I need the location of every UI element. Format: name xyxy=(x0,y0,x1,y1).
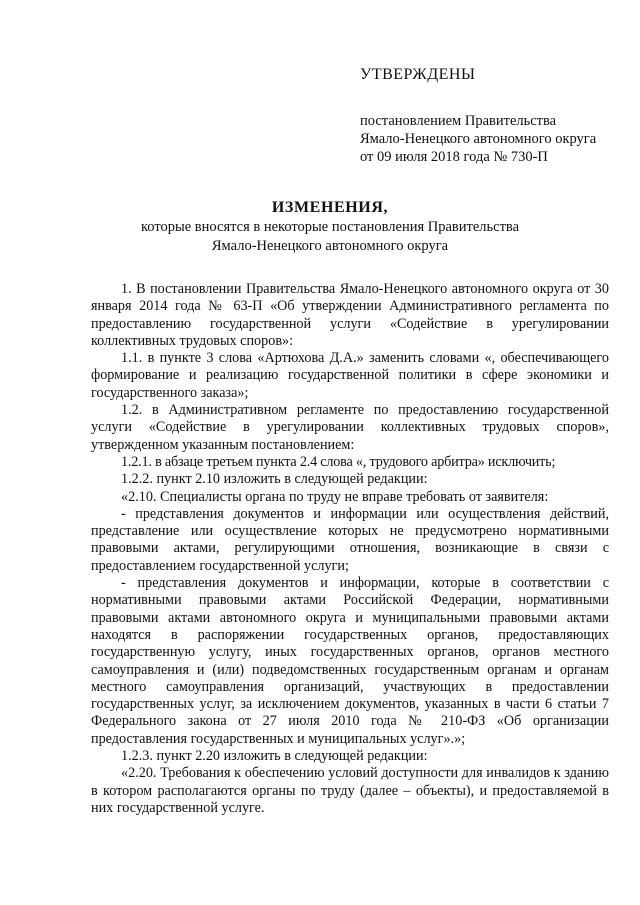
approval-stamp xyxy=(360,66,630,166)
paragraph: «2.10. Специалисты органа по труду не вправе требовать от заявителя: xyxy=(121,488,549,505)
paragraph: 1.2.3. пункт 2.20 изложить в следующей редакции: xyxy=(121,748,428,765)
document-body xyxy=(91,281,609,817)
paragraph: - представления документов и информации или осуществления действий, представление или осуществление которых не предусмотрено нормативными правовыми актами, регулирующими отношения, возникающие в связи с предоставлением государственной услуги; xyxy=(91,505,609,574)
paragraph: 1.2.2. пункт 2.10 изложить в следующей редакции: xyxy=(121,471,428,488)
paragraph: «2.20. Требования к обеспечению условий доступности для инвалидов к зданию в котором располагаются органы по труду (далее – объекты), и предоставляемой в них государственной услуге. xyxy=(91,765,609,816)
paragraph: 1.2.1. в абзаце третьем пункта 2.4 слова «, трудового арбитра» исключить; xyxy=(121,453,556,470)
approval-heading: УТВЕРЖДЕНЫ xyxy=(360,66,476,83)
paragraph: 1.2. в Административном регламенте по предоставлению государственной услуги «Содействие в урегулировании коллективных трудовых споров», утвержденном указанным постановлением: xyxy=(91,402,609,453)
approval-line: постановлением Правительства xyxy=(360,113,557,129)
paragraph: 1.1. в пункте 3 слова «Артюхова Д.А.» заменить словами «, обеспечивающего формирование и реализацию государственной политики в сфере экономики и государственного заказа»; xyxy=(91,350,609,401)
document-subtitle-line: Ямало-Ненецкого автономного округа xyxy=(211,238,449,254)
approval-line: от 09 июля 2018 года № 730-П xyxy=(360,149,548,165)
document-title: ИЗМЕНЕНИЯ, xyxy=(271,199,389,216)
paragraph: 1. В постановлении Правительства Ямало-Ненецкого автономного округа от 30 января 2014 года № 63-П «Об утверждении Административного регламента по предоставлению государственной услуги «Содействие в урегулировании коллективных трудовых споров»: xyxy=(91,281,609,349)
paragraph: - представления документов и информации, которые в соответствии с нормативными правовыми актами Российской Федерации, нормативными правовыми актами автономного округа и муниципальными правовыми актами находятся в распоряжении государственных органов, предоставляющих государственную услугу, иных государственных органов, органов местного самоуправления и (или) подведомственных государственным органам и органам местного самоуправления организаций, участвующих в предоставлении государственных услуг, за исключением документов, указанных в части 6 статьи 7 Федерального закона от 27 июля 2010 года № 210-ФЗ «Об организации предоставления государственных и муниципальных услуг».»; xyxy=(91,575,609,747)
document-subtitle-line: которые вносятся в некоторые постановления Правительства xyxy=(140,219,520,235)
approval-line: Ямало-Ненецкого автономного округа xyxy=(360,131,597,147)
title-block xyxy=(60,198,600,256)
